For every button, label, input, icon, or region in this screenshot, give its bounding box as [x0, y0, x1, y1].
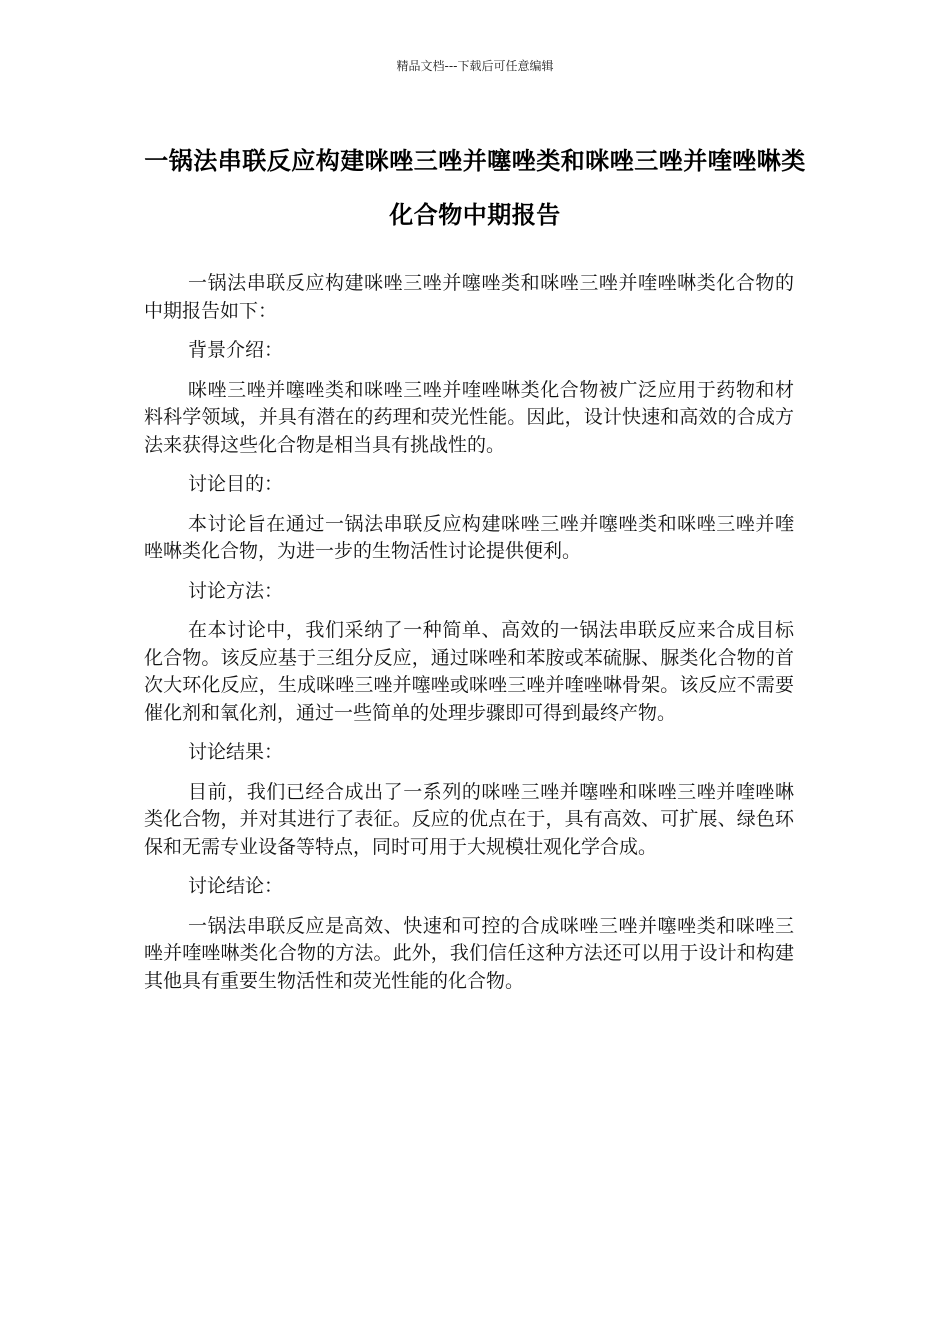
paragraph-method: 在本讨论中，我们采纳了一种简单、高效的一锅法串联反应来合成目标化合物。该反应基于三组分反应，通过咪唑和苯胺或苯硫脲、脲类化合物的首次大环化反应，生成咪唑三唑并噻唑或咪唑三唑并喹唑啉骨架。该反应不需要催化剂和氧化剂，通过一些简单的处理步骤即可得到最终产物。 [144, 619, 794, 724]
header-note: 精品文档---下载后可任意编辑 [396, 59, 554, 73]
heading-conclusion: 讨论结论： [188, 875, 284, 897]
paragraph-intro: 一锅法串联反应构建咪唑三唑并噻唑类和咪唑三唑并喹唑啉类化合物的中期报告如下： [144, 272, 794, 322]
heading-background: 背景介绍： [188, 339, 284, 361]
heading-results: 讨论结果： [188, 741, 284, 763]
paragraph-results: 目前，我们已经合成出了一系列的咪唑三唑并噻唑和咪唑三唑并喹唑啉类化合物，并对其进行了表征。反应的优点在于，具有高效、可扩展、绿色环保和无需专业设备等特点，同时可用于大规模壮观化学合成。 [144, 780, 794, 858]
document-title: 一锅法串联反应构建咪唑三唑并噻唑类和咪唑三唑并喹唑啉类化合物中期报告 [144, 147, 806, 229]
heading-purpose: 讨论目的： [188, 473, 284, 495]
document-body [144, 270, 794, 1007]
paragraph-purpose: 本讨论旨在通过一锅法串联反应构建咪唑三唑并噻唑类和咪唑三唑并喹唑啉类化合物，为进一步的生物活性讨论提供便利。 [144, 512, 794, 562]
paragraph-background: 咪唑三唑并噻唑类和咪唑三唑并喹唑啉类化合物被广泛应用于药物和材料科学领域，并具有潜在的药理和荧光性能。因此，设计快速和高效的合成方法来获得这些化合物是相当具有挑战性的。 [144, 378, 794, 456]
heading-method: 讨论方法： [188, 579, 284, 602]
paragraph-conclusion: 一锅法串联反应是高效、快速和可控的合成咪唑三唑并噻唑类和咪唑三唑并喹唑啉类化合物的方法。此外，我们信任这种方法还可以用于设计和构建其他具有重要生物活性和荧光性能的化合物。 [144, 914, 794, 992]
